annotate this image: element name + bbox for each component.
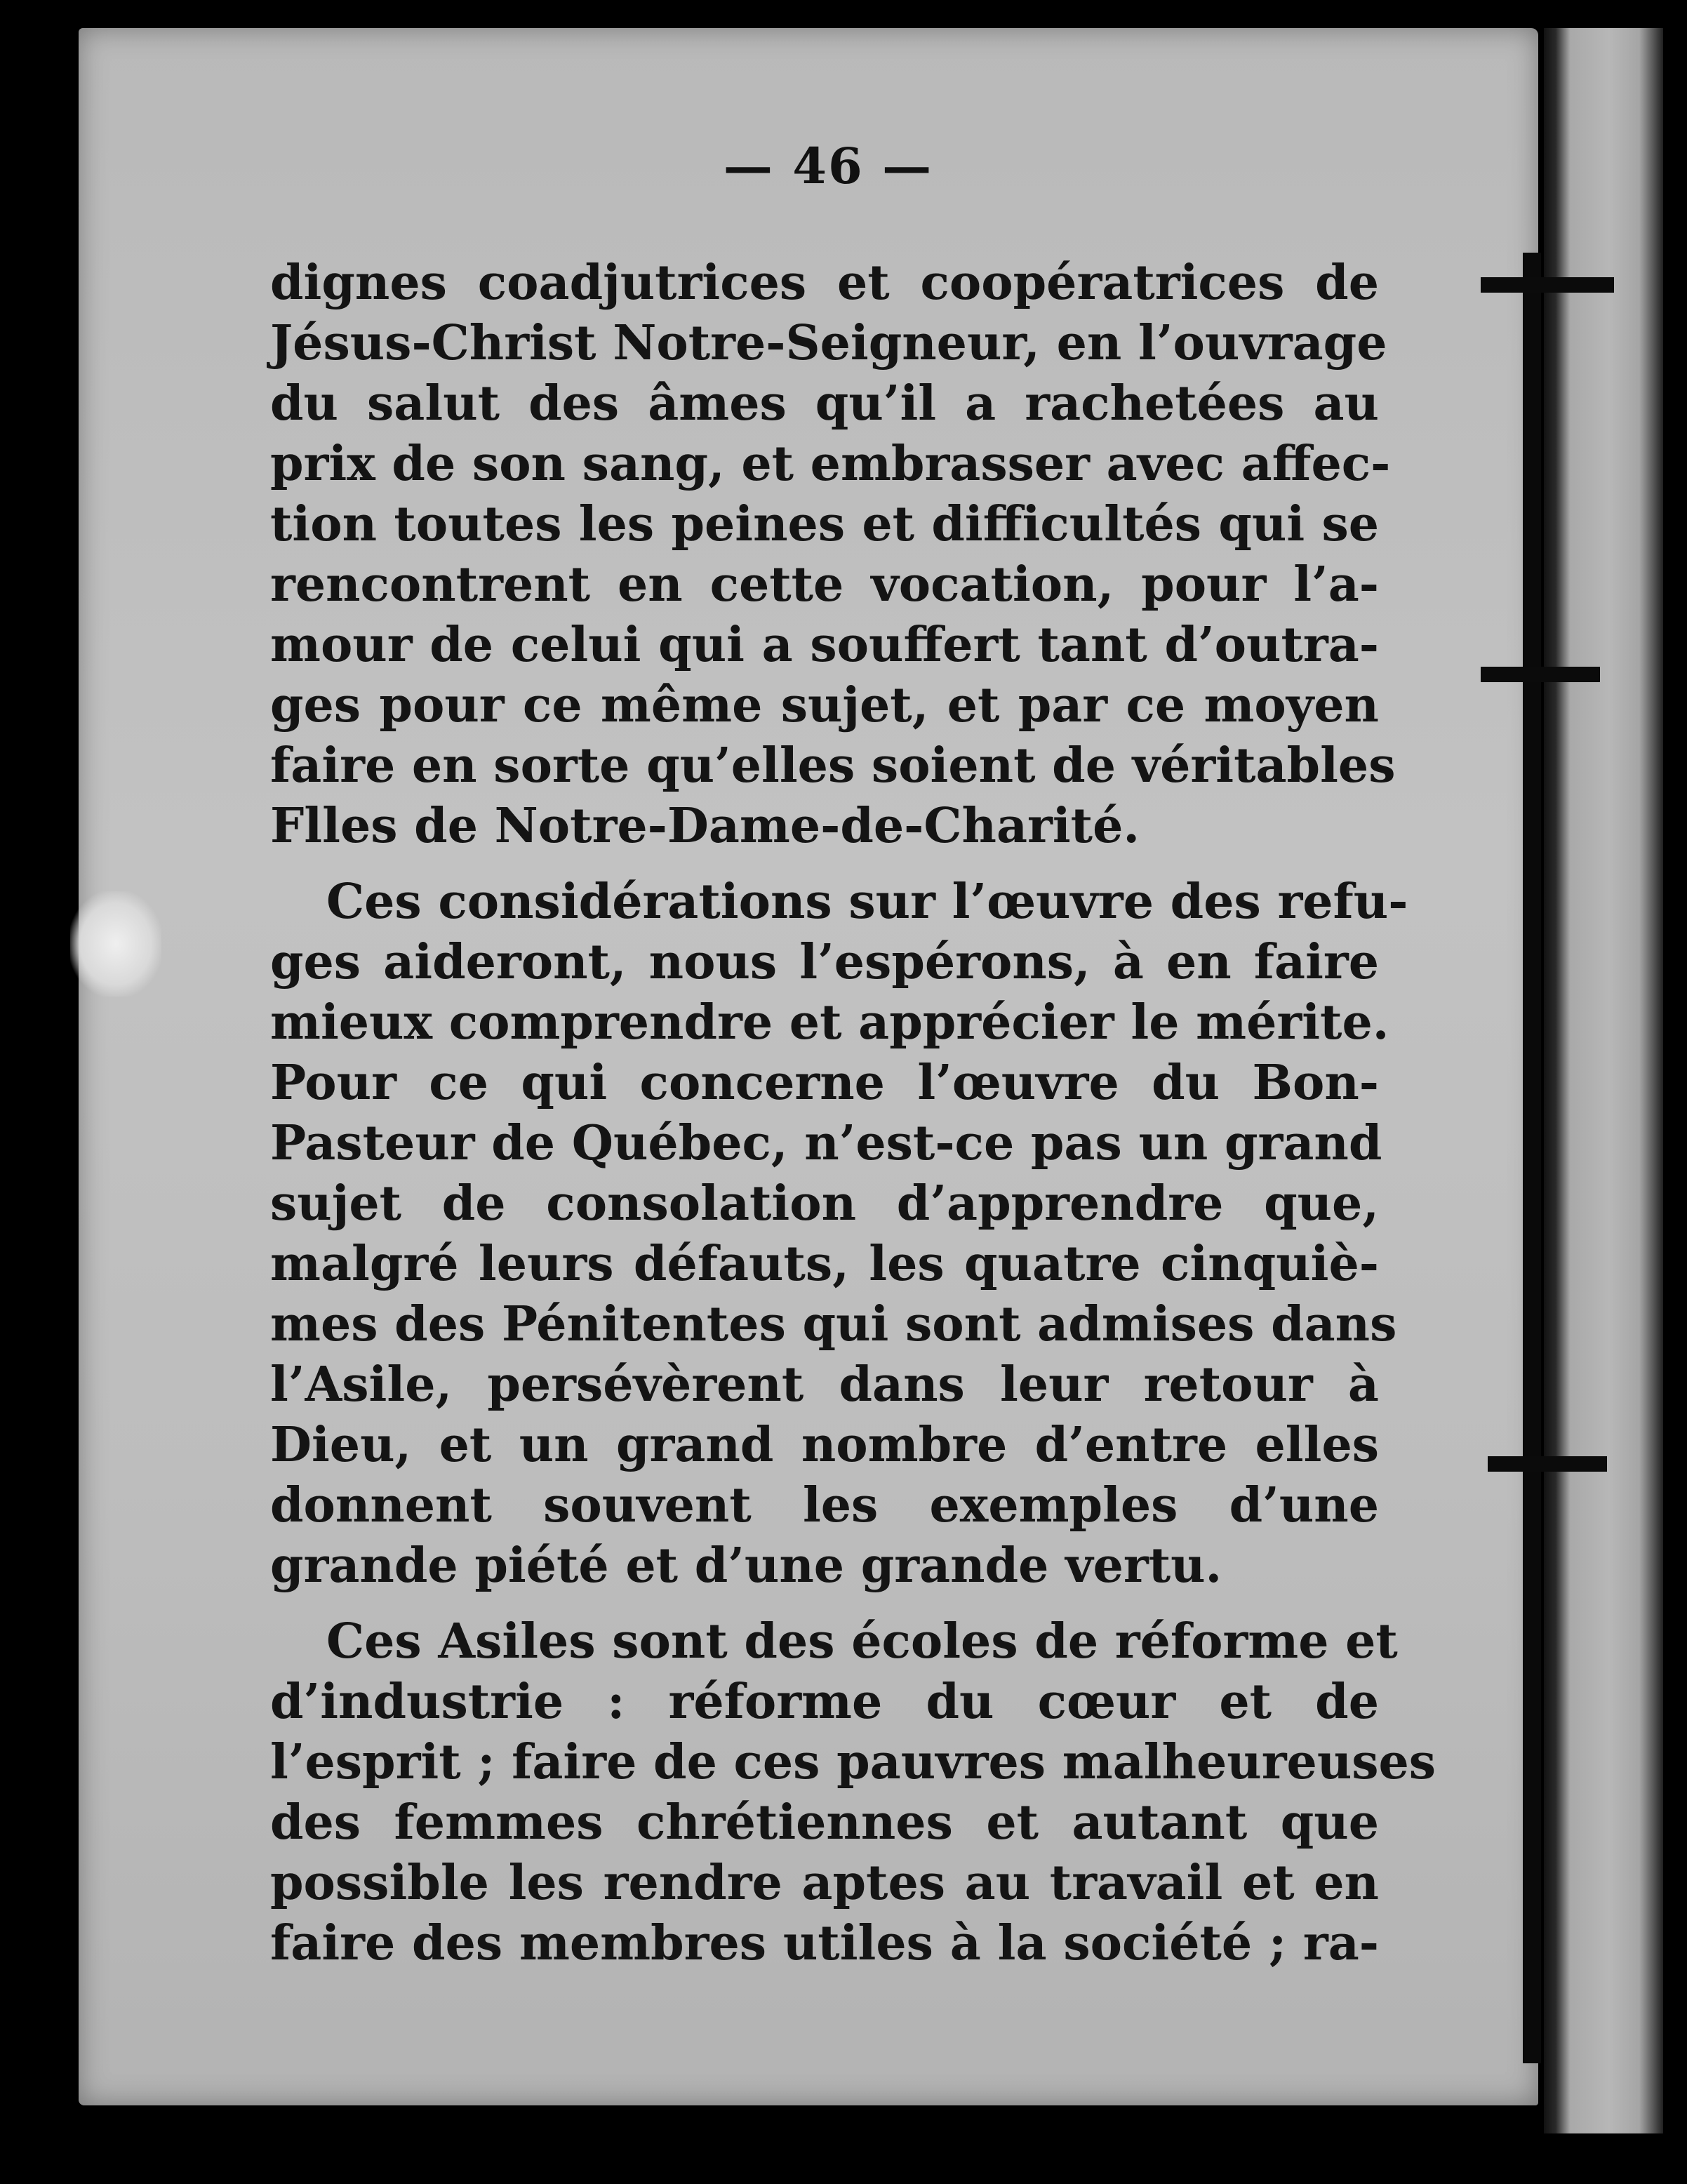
- text-line: Flles de Notre-Dame-de-Charité.: [270, 798, 1140, 854]
- text-line: mieux comprendre et apprécier le mérite.: [270, 994, 1389, 1051]
- text-line: faire des membres utiles à la société ; ra-: [270, 1915, 1379, 1971]
- text-line: faire en sorte qu’elles soient de véritables: [270, 738, 1396, 794]
- text-line: donnent souvent les exemples d’une: [270, 1477, 1379, 1533]
- text-line: l’esprit ; faire de ces pauvres malheureuses: [270, 1734, 1436, 1790]
- binding-stitch: [1481, 667, 1600, 682]
- adjacent-page-edge: [1544, 28, 1663, 2133]
- text-line: possible les rendre aptes au travail et en: [270, 1855, 1379, 1911]
- text-line: des femmes chrétiennes et autant que: [270, 1795, 1379, 1851]
- page-number: — 46 —: [723, 137, 933, 195]
- paragraph: [270, 253, 1396, 856]
- text-line: grande piété et d’une grande vertu.: [270, 1538, 1222, 1594]
- text-line: Ces Asiles sont des écoles de réforme et: [326, 1613, 1398, 1670]
- binding-stitch: [1481, 277, 1614, 293]
- binding-edge: [1523, 253, 1541, 2063]
- text-line: d’industrie : réforme du cœur et de: [270, 1674, 1379, 1730]
- text-line: Ces considérations sur l’œuvre des refu-: [326, 874, 1408, 930]
- text-line: ges aideront, nous l’espérons, à en faire: [270, 934, 1379, 990]
- text-line: ges pour ce même sujet, et par ce moyen: [270, 677, 1379, 733]
- text-line: du salut des âmes qu’il a rachetées au: [270, 375, 1379, 432]
- paper-stain: [70, 891, 161, 997]
- text-line: Jésus-Christ Notre-Seigneur, en l’ouvrage: [270, 315, 1387, 371]
- text-line: Pour ce qui concerne l’œuvre du Bon-: [270, 1055, 1379, 1111]
- paragraph: [270, 872, 1408, 1596]
- text-line: malgré leurs défauts, les quatre cinquiè-: [270, 1236, 1379, 1292]
- binding-stitch: [1488, 1456, 1607, 1472]
- text-line: tion toutes les peines et difficultés qui se: [270, 496, 1379, 552]
- text-line: sujet de consolation d’apprendre que,: [270, 1176, 1379, 1232]
- text-line: mes des Pénitentes qui sont admises dans: [270, 1296, 1397, 1352]
- body-text: [270, 253, 1436, 1973]
- text-line: Pasteur de Québec, n’est-ce pas un grand: [270, 1115, 1382, 1171]
- text-line: l’Asile, persévèrent dans leur retour à: [270, 1357, 1379, 1413]
- text-line: Dieu, et un grand nombre d’entre elles: [270, 1417, 1379, 1473]
- text-line: mour de celui qui a souffert tant d’outra-: [270, 617, 1379, 673]
- paragraph: [270, 1611, 1436, 1973]
- text-line: dignes coadjutrices et coopératrices de: [270, 255, 1379, 311]
- text-line: rencontrent en cette vocation, pour l’a-: [270, 557, 1379, 613]
- text-line: prix de son sang, et embrasser avec affec-: [270, 436, 1391, 492]
